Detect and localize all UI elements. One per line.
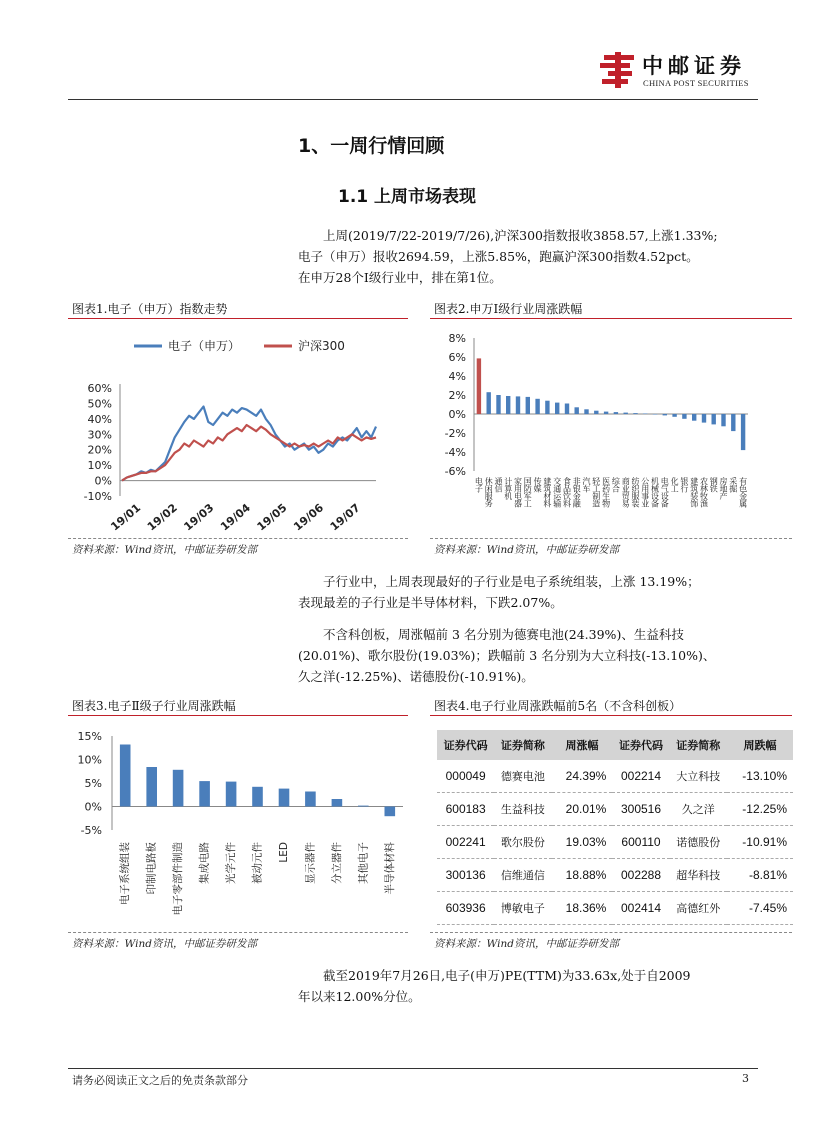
figure-3-caption: 图表3.电子Ⅱ级子行业周涨跌幅 (72, 699, 236, 713)
bar (731, 414, 735, 431)
table-header-cell: 证券代码 (437, 730, 494, 760)
market-summary-paragraph (298, 225, 768, 288)
caption-rule (68, 318, 408, 319)
x-tick-label: 印制电路板 (145, 842, 158, 895)
x-tick-label: 房地产 (719, 477, 728, 500)
x-tick-label: 显示器件 (304, 842, 317, 884)
text-line: 截至2019年7月26日,电子(申万)PE(TTM)为33.63x,处于自2009 (323, 968, 691, 983)
stock-code: 000049 (437, 760, 494, 793)
x-tick-label: 交通运输 (552, 477, 562, 507)
table-row (437, 760, 793, 793)
bar (682, 414, 686, 419)
x-tick-label: 机械设备 (650, 477, 660, 507)
figure-1-caption: 图表1.电子（申万）指数走势 (72, 302, 228, 316)
x-tick-label: 19/04 (218, 501, 253, 534)
figure-2-source: 资料来源：Wind资讯，中邮证券研发部 (434, 544, 619, 556)
bar (624, 413, 628, 414)
text-line: 电子（申万）报收2694.59，上涨5.85%，跑赢沪深300指数4.52pct。 (298, 249, 699, 264)
figure-2-caption: 图表2.申万Ⅰ级行业周涨跌幅 (434, 302, 583, 316)
stock-name: 德赛电池 (494, 760, 551, 793)
bar (653, 414, 657, 415)
y-tick-label: 40% (87, 412, 112, 426)
y-tick-label: -4% (444, 446, 466, 459)
y-tick-label: 0% (84, 800, 102, 814)
bar (614, 412, 618, 414)
section-subtitle: 1.1 上周市场表现 (338, 187, 477, 207)
x-tick-label: 分立器件 (330, 842, 343, 884)
bar (721, 414, 725, 426)
x-tick-label: 家用电器 (513, 477, 523, 507)
text-line: (20.01%)、歌尔股份(19.03%)；跌幅前 3 名分别为大立科技(-13.10%)、 (298, 648, 716, 663)
text-line: 在申万28个Ⅰ级行业中，排在第1位。 (298, 270, 502, 285)
weekly-loss: -7.45% (727, 892, 793, 925)
weekly-gain: 20.01% (552, 793, 613, 826)
x-tick-label: 医药生物 (601, 477, 611, 507)
y-tick-label: -5% (80, 824, 102, 837)
source-rule (68, 538, 408, 539)
bar (516, 396, 520, 414)
bar (173, 770, 184, 807)
x-tick-label: 食品饮料 (562, 477, 572, 507)
table-row (437, 793, 793, 826)
x-tick-label: 半导体材料 (383, 842, 396, 895)
stock-name: 生益科技 (494, 793, 551, 826)
x-tick-label: 集成电路 (198, 842, 211, 884)
x-tick-label: 公用事业 (640, 477, 650, 507)
figure-4-source: 资料来源：Wind资讯，中邮证券研发部 (434, 938, 619, 950)
y-tick-label: -2% (444, 427, 466, 440)
weekly-gain: 24.39% (552, 760, 613, 793)
bar (496, 395, 500, 414)
stock-code: 603936 (437, 892, 494, 925)
header-rule (68, 99, 758, 100)
table-header-cell: 证券简称 (670, 730, 727, 760)
footer-disclaimer: 请务必阅读正文之后的免责条款部分 (72, 1074, 248, 1087)
weekly-loss: -8.81% (727, 859, 793, 892)
x-tick-label: 传媒 (533, 477, 543, 492)
x-tick-label: 纺织服装 (631, 477, 640, 507)
bar (575, 407, 579, 414)
table-header-cell: 证券代码 (612, 730, 669, 760)
stock-code: 002214 (612, 760, 669, 793)
valuation-paragraph (298, 965, 768, 1007)
x-tick-label: 商业贸易 (621, 477, 631, 507)
text-line: 久之洋(-12.25%)、诺德股份(-10.91%)。 (298, 669, 534, 684)
x-tick-label: 汽车 (582, 477, 591, 492)
bar (332, 799, 343, 807)
y-tick-label: 10% (77, 753, 102, 767)
x-tick-label: 建筑材料 (542, 477, 552, 507)
bar (506, 396, 510, 414)
stock-code: 002414 (612, 892, 669, 925)
y-tick-label: 15% (77, 730, 102, 743)
bar (477, 358, 481, 414)
legend-label: 电子（申万） (168, 339, 241, 353)
top5-table (437, 730, 793, 925)
x-tick-label: 钢铁 (709, 477, 719, 492)
x-tick-label: 非银金融 (572, 477, 582, 507)
stock-code: 300516 (612, 793, 669, 826)
bar (545, 401, 549, 414)
brand-name-en: CHINA POST SECURITIES (643, 78, 749, 88)
brand-name-cn: 中邮证券 (642, 53, 746, 78)
stock-code: 300136 (437, 859, 494, 892)
bar (226, 782, 237, 807)
y-tick-label: 50% (87, 397, 112, 411)
text-line: 不含科创板，周涨幅前 3 名分别为德赛电池(24.39%)、生益科技 (323, 627, 684, 642)
caption-rule (430, 318, 792, 319)
sub-industry-paragraph (298, 571, 768, 613)
text-line: 年以来12.00%分位。 (298, 989, 421, 1004)
figure-1-line-chart (68, 328, 408, 536)
figure-2-bar-chart (430, 328, 792, 536)
bar (305, 792, 316, 807)
table-row (437, 826, 793, 859)
weekly-gain: 18.88% (552, 859, 613, 892)
footer-rule (68, 1068, 758, 1069)
x-tick-label: 通信 (494, 477, 503, 492)
bar (199, 781, 210, 806)
x-tick-label: 19/05 (254, 501, 290, 534)
x-tick-label: 有色金属 (738, 477, 748, 507)
bar (672, 414, 676, 417)
text-line: 表现最差的子行业是半导体材料，下跌2.07%。 (298, 595, 563, 610)
text-line: 上周(2019/7/22-2019/7/26),沪深300指数报收3858.57,上涨1.33%; (323, 228, 718, 243)
figure-1-source: 资料来源：Wind资讯，中邮证券研发部 (72, 544, 257, 556)
caption-rule (430, 715, 792, 716)
top-stocks-paragraph (298, 624, 768, 687)
bar (643, 414, 647, 415)
bar (663, 414, 667, 415)
y-tick-label: 2% (448, 389, 466, 402)
bar (565, 404, 569, 415)
table-header-cell: 证券简称 (494, 730, 551, 760)
bar (692, 414, 696, 421)
section-title: 1、一周行情回顾 (298, 135, 445, 157)
weekly-gain: 18.36% (552, 892, 613, 925)
series-line (122, 425, 376, 481)
stock-name: 博敏电子 (494, 892, 551, 925)
brand-logo (598, 52, 638, 88)
x-tick-label: 建筑装饰 (689, 477, 699, 507)
y-tick-label: 60% (87, 382, 112, 395)
stock-code: 600183 (437, 793, 494, 826)
bar (385, 807, 396, 817)
x-tick-label: 19/06 (291, 501, 327, 534)
bar (702, 414, 706, 423)
y-tick-label: 4% (448, 370, 466, 383)
bar (146, 767, 157, 807)
stock-name: 高德红外 (670, 892, 727, 925)
bar (487, 392, 491, 414)
weekly-loss: -12.25% (727, 793, 793, 826)
y-tick-label: 0% (94, 474, 112, 488)
x-tick-label: 综合 (611, 477, 621, 492)
stock-code: 002288 (612, 859, 669, 892)
figure-3-source: 资料来源：Wind资讯，中邮证券研发部 (72, 938, 257, 950)
source-rule (430, 538, 792, 539)
bar (712, 414, 716, 424)
x-tick-label: 19/01 (108, 501, 144, 534)
table-header-cell: 周涨幅 (552, 730, 613, 760)
bar (358, 806, 369, 807)
bar (741, 414, 745, 450)
bar (604, 412, 608, 414)
y-tick-label: 30% (87, 428, 112, 442)
x-tick-label: 其他电子 (357, 842, 370, 884)
bar (594, 411, 598, 414)
x-tick-label: 被动元件 (251, 842, 264, 884)
x-tick-label: LED (278, 842, 290, 863)
figure-4-caption: 图表4.电子行业周涨跌幅前5名（不含科创板） (434, 699, 682, 713)
figure-3-bar-chart (68, 722, 408, 928)
stock-code: 002241 (437, 826, 494, 859)
x-tick-label: 采掘 (728, 477, 738, 492)
x-tick-label: 电子系统组装 (119, 842, 132, 905)
source-rule (430, 932, 792, 933)
x-tick-label: 电气设备 (660, 477, 670, 507)
y-tick-label: -10% (83, 490, 112, 503)
y-tick-label: 6% (448, 351, 466, 364)
bar (555, 403, 559, 414)
source-rule (68, 932, 408, 933)
table-row (437, 892, 793, 925)
stock-name: 信维通信 (494, 859, 551, 892)
bar (279, 789, 290, 807)
x-tick-label: 19/03 (181, 501, 217, 534)
text-line: 子行业中，上周表现最好的子行业是电子系统组装，上涨 13.19%； (323, 574, 700, 589)
weekly-gain: 19.03% (552, 826, 613, 859)
china-post-logo-icon (598, 52, 638, 88)
x-tick-label: 19/02 (144, 501, 180, 534)
bar (584, 409, 588, 414)
caption-rule (68, 715, 408, 716)
legend-label: 沪深300 (298, 339, 345, 353)
weekly-loss: -13.10% (727, 760, 793, 793)
weekly-loss: -10.91% (727, 826, 793, 859)
y-tick-label: 0% (448, 408, 466, 421)
x-tick-label: 化工 (670, 477, 680, 492)
stock-name: 大立科技 (670, 760, 727, 793)
x-tick-label: 计算机 (503, 477, 513, 500)
y-tick-label: 20% (87, 443, 112, 457)
bar (252, 787, 263, 807)
table-header-row (437, 730, 793, 760)
bar (120, 745, 131, 807)
x-tick-label: 休闲服务 (484, 477, 494, 507)
x-tick-label: 国防军工 (523, 477, 533, 507)
x-tick-label: 光学元件 (225, 842, 237, 884)
table-row (437, 859, 793, 892)
bar (633, 413, 637, 414)
bar (535, 399, 539, 414)
stock-code: 600110 (612, 826, 669, 859)
stock-name: 超华科技 (670, 859, 727, 892)
x-tick-label: 轻工制造 (591, 477, 601, 507)
x-tick-label: 19/07 (327, 501, 363, 534)
x-tick-label: 银行 (679, 477, 689, 492)
page-number: 3 (742, 1072, 749, 1085)
stock-name: 久之洋 (670, 793, 727, 826)
bar (526, 397, 530, 414)
x-tick-label: 电子 (474, 477, 484, 492)
y-tick-label: -6% (444, 465, 466, 478)
y-tick-label: 5% (84, 777, 102, 790)
stock-name: 歌尔股份 (494, 826, 551, 859)
x-tick-label: 电子零部件制造 (172, 842, 185, 916)
stock-name: 诺德股份 (670, 826, 727, 859)
table-header-cell: 周跌幅 (727, 730, 793, 760)
y-tick-label: 10% (87, 459, 112, 473)
x-tick-label: 农林牧渔 (699, 477, 709, 507)
y-tick-label: 8% (448, 332, 466, 345)
